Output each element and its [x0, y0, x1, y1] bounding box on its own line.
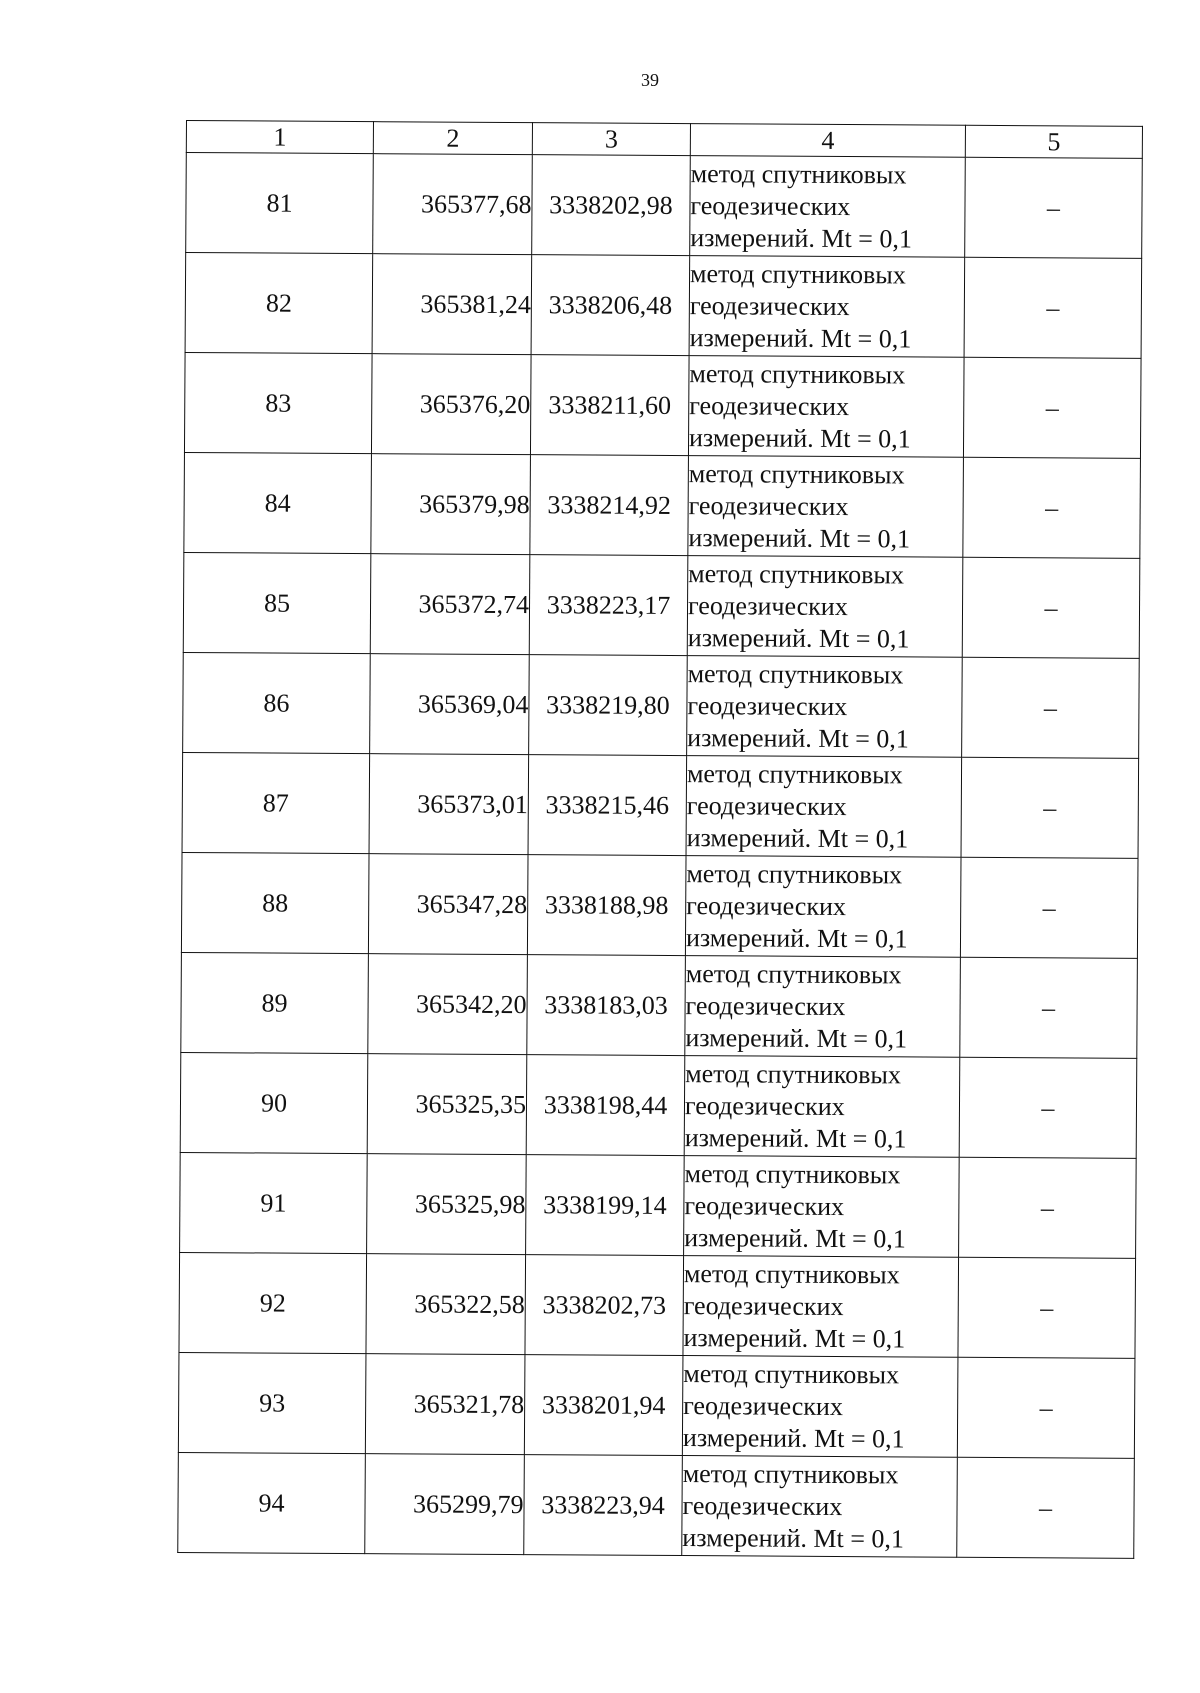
note-dash: –	[1042, 892, 1056, 922]
method-line-1: метод спутниковых	[683, 1358, 900, 1389]
method-cell	[690, 156, 966, 258]
method-cell	[687, 656, 963, 758]
table-body	[178, 153, 1143, 1559]
table-row	[178, 1352, 1135, 1458]
y-coordinate-cell: 3338219,80	[529, 655, 688, 756]
method-cell	[683, 1256, 959, 1358]
method-line-1: метод спутниковых	[690, 158, 907, 189]
method-line-1: метод спутниковых	[686, 858, 903, 889]
point-number-cell: 91	[180, 1152, 368, 1253]
method-line-3: измерений. Mt = 0,1	[688, 522, 911, 553]
table-row	[184, 452, 1141, 558]
y-coordinate-cell: 3338202,98	[532, 155, 691, 256]
method-line-1: метод спутниковых	[689, 258, 906, 289]
y-coordinate-cell: 3338201,94	[524, 1355, 683, 1456]
point-number-cell: 87	[182, 752, 370, 853]
method-line-2: геодезических	[687, 690, 848, 721]
y-coordinate-cell: 3338223,94	[524, 1455, 683, 1556]
method-line-2: геодезических	[684, 1190, 845, 1221]
note-dash: –	[1039, 1392, 1053, 1422]
method-cell	[687, 556, 963, 658]
method-cell	[684, 1056, 960, 1158]
method-line-3: измерений. Mt = 0,1	[684, 1222, 906, 1253]
table-row	[181, 952, 1138, 1058]
table-row	[180, 1052, 1137, 1158]
method-cell	[684, 1156, 960, 1258]
table-row	[184, 352, 1141, 458]
point-number-cell: 83	[184, 352, 372, 453]
method-line-2: геодезических	[686, 790, 847, 821]
table-row	[182, 752, 1139, 858]
note-dash: –	[1045, 392, 1059, 422]
page-number: 39	[641, 70, 659, 90]
x-coordinate-cell: 365322,58	[366, 1254, 526, 1355]
note-cell	[965, 157, 1143, 258]
method-line-2: геодезических	[684, 1090, 845, 1121]
header-col-4: 4	[690, 124, 965, 158]
point-number-cell: 93	[178, 1352, 366, 1453]
method-line-2: геодезических	[689, 290, 850, 321]
header-col-5: 5	[965, 125, 1142, 158]
method-line-3: измерений. Mt = 0,1	[682, 1522, 905, 1553]
point-number-cell: 94	[178, 1452, 366, 1553]
method-line-2: геодезических	[683, 1390, 843, 1421]
x-coordinate-cell: 365373,01	[369, 754, 529, 855]
x-coordinate-cell: 365299,79	[365, 1454, 525, 1555]
method-line-1: метод спутниковых	[685, 958, 902, 989]
method-line-3: измерений. Mt = 0,1	[687, 622, 910, 653]
y-coordinate-cell: 3338214,92	[530, 455, 689, 556]
x-coordinate-cell: 365381,24	[372, 254, 532, 355]
point-number-cell: 82	[185, 253, 373, 354]
note-cell	[961, 757, 1139, 858]
note-cell	[964, 257, 1142, 358]
method-line-3: измерений. Mt = 0,1	[684, 1122, 907, 1153]
note-dash: –	[1045, 492, 1059, 522]
method-line-3: измерений. Mt = 0,1	[685, 1022, 908, 1053]
point-number-cell: 86	[183, 652, 371, 753]
table-row	[185, 253, 1142, 359]
note-dash: –	[1038, 1492, 1053, 1522]
x-coordinate-cell: 365321,78	[365, 1354, 525, 1455]
note-dash: –	[1040, 1292, 1054, 1322]
method-line-3: измерений. Mt = 0,1	[688, 422, 911, 453]
point-number-cell: 84	[184, 452, 372, 553]
method-line-3: измерений. Mt = 0,1	[682, 1422, 905, 1453]
x-coordinate-cell: 365369,04	[370, 654, 530, 755]
y-coordinate-cell: 3338183,03	[527, 955, 686, 1056]
table-row	[180, 1152, 1137, 1258]
method-line-2: геодезических	[686, 890, 847, 921]
note-dash: –	[1040, 1192, 1054, 1222]
method-line-1: метод спутниковых	[688, 458, 905, 489]
x-coordinate-cell: 365347,28	[368, 854, 528, 955]
note-dash: –	[1042, 992, 1056, 1022]
table-row	[186, 153, 1143, 259]
header-col-2: 2	[373, 122, 532, 155]
note-dash: –	[1044, 592, 1058, 622]
method-line-2: геодезических	[690, 190, 851, 221]
method-line-1: метод спутниковых	[689, 358, 906, 389]
note-cell	[963, 357, 1141, 458]
method-line-3: измерений. Mt = 0,1	[685, 922, 908, 953]
note-dash: –	[1041, 1092, 1055, 1122]
note-cell	[963, 457, 1141, 558]
method-line-2: геодезических	[689, 390, 850, 421]
x-coordinate-cell: 365379,98	[371, 454, 531, 555]
method-cell	[689, 256, 965, 358]
header-col-1: 1	[186, 121, 373, 154]
note-dash: –	[1046, 292, 1060, 322]
x-coordinate-cell: 365377,68	[373, 154, 533, 255]
method-line-1: метод спутниковых	[683, 1258, 900, 1289]
method-line-1: метод спутниковых	[685, 1058, 901, 1089]
note-cell	[960, 857, 1138, 958]
table-row	[183, 652, 1140, 758]
note-cell	[962, 657, 1140, 758]
y-coordinate-cell: 3338199,14	[526, 1155, 685, 1256]
table-row	[183, 552, 1140, 658]
note-dash: –	[1043, 792, 1057, 822]
method-line-1: метод спутниковых	[682, 1458, 899, 1489]
x-coordinate-cell: 365372,74	[370, 554, 530, 655]
method-line-2: геодезических	[687, 590, 848, 621]
method-cell	[686, 756, 962, 858]
table-row	[178, 1452, 1135, 1558]
method-line-1: метод спутниковых	[687, 658, 904, 689]
y-coordinate-cell: 3338188,98	[527, 855, 686, 956]
y-coordinate-cell: 3338202,73	[525, 1255, 684, 1356]
header-col-3: 3	[532, 123, 690, 156]
note-cell	[957, 1457, 1135, 1558]
x-coordinate-cell: 365325,98	[367, 1154, 527, 1255]
point-number-cell: 88	[181, 852, 369, 953]
method-line-3: измерений. Mt = 0,1	[690, 222, 912, 253]
method-cell	[682, 1356, 958, 1458]
note-cell	[960, 957, 1138, 1058]
method-line-2: геодезических	[688, 490, 849, 521]
method-line-1: метод спутниковых	[688, 558, 905, 589]
point-number-cell: 81	[186, 153, 374, 254]
method-cell	[688, 356, 964, 458]
method-cell	[685, 856, 961, 958]
x-coordinate-cell: 365325,35	[367, 1054, 527, 1155]
note-cell	[959, 1157, 1137, 1258]
y-coordinate-cell: 3338206,48	[531, 255, 690, 356]
x-coordinate-cell: 365342,20	[368, 954, 528, 1055]
point-number-cell: 90	[180, 1052, 368, 1153]
method-line-3: измерений. Mt = 0,1	[689, 322, 912, 353]
method-line-1: метод спутниковых	[686, 758, 903, 789]
table-row	[181, 852, 1138, 958]
note-dash: –	[1046, 192, 1061, 222]
coordinates-table	[177, 120, 1143, 1559]
table-row	[179, 1252, 1136, 1358]
method-line-3: измерений. Mt = 0,1	[683, 1322, 906, 1353]
method-cell	[685, 956, 961, 1058]
point-number-cell: 89	[181, 952, 369, 1053]
note-cell	[962, 557, 1140, 658]
method-line-2: геодезических	[682, 1490, 843, 1521]
y-coordinate-cell: 3338215,46	[528, 755, 687, 856]
method-line-2: геодезических	[683, 1290, 844, 1321]
y-coordinate-cell: 3338223,17	[529, 555, 688, 656]
method-line-3: измерений. Mt = 0,1	[686, 822, 909, 853]
method-cell	[682, 1456, 958, 1558]
note-cell	[959, 1057, 1137, 1158]
x-coordinate-cell: 365376,20	[371, 354, 531, 455]
y-coordinate-cell: 3338198,44	[526, 1055, 685, 1156]
method-line-1: метод спутниковых	[684, 1158, 901, 1189]
note-cell	[957, 1357, 1135, 1458]
note-cell	[958, 1257, 1136, 1358]
y-coordinate-cell: 3338211,60	[530, 355, 689, 456]
method-line-2: геодезических	[685, 990, 846, 1021]
point-number-cell: 92	[179, 1252, 367, 1353]
point-number-cell: 85	[183, 552, 371, 653]
method-line-3: измерений. Mt = 0,1	[687, 722, 909, 753]
method-cell	[688, 456, 964, 558]
note-dash: –	[1043, 692, 1058, 722]
